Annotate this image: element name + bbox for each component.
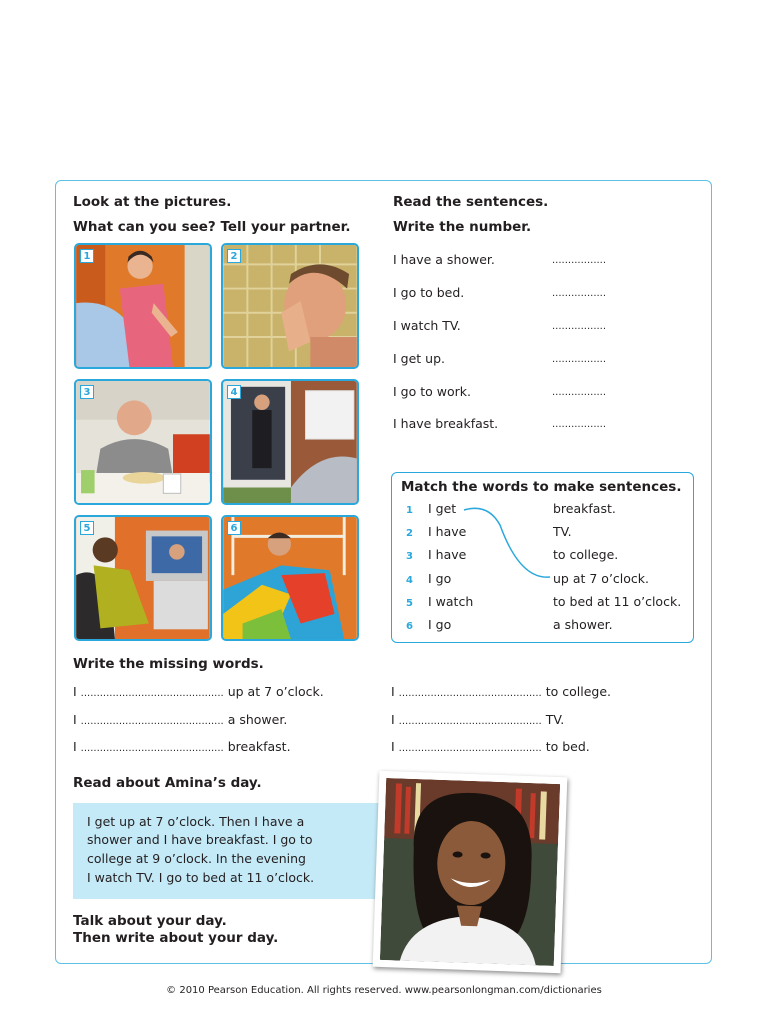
missing-left-1-blank[interactable]: ............................................. bbox=[80, 688, 224, 699]
match-right-4: up at 7 o’clock. bbox=[553, 571, 649, 586]
woman-watching-tv-photo bbox=[76, 517, 210, 639]
match-left-3: I have bbox=[428, 547, 467, 562]
match-example-line bbox=[460, 505, 555, 585]
answer-blank-2[interactable]: ................. bbox=[552, 288, 607, 299]
missing-left-2 bbox=[73, 712, 287, 727]
missing-left-1-start: I bbox=[73, 684, 77, 699]
answer-blank-4[interactable]: ................. bbox=[552, 354, 607, 365]
missing-left-2-start: I bbox=[73, 712, 77, 727]
match-title: Match the words to make sentences. bbox=[401, 479, 682, 495]
man-washing-face-photo bbox=[223, 245, 357, 367]
answer-blank-1[interactable]: ................. bbox=[552, 255, 607, 266]
missing-right-2-start: I bbox=[391, 712, 395, 727]
answer-blank-6[interactable]: ................. bbox=[552, 419, 607, 430]
missing-left-3-blank[interactable]: ............................................. bbox=[80, 743, 224, 754]
sentence-5: I go to work. bbox=[393, 384, 471, 399]
missing-right-3 bbox=[391, 739, 590, 754]
missing-right-3-end: to bed. bbox=[545, 739, 590, 754]
photo-4 bbox=[221, 379, 359, 505]
photo-number-6: 6 bbox=[227, 521, 241, 535]
missing-left-1 bbox=[73, 684, 324, 699]
match-num-3: 3 bbox=[406, 551, 413, 562]
photo-number-1: 1 bbox=[80, 249, 94, 263]
photo-number-2: 2 bbox=[227, 249, 241, 263]
missing-right-3-start: I bbox=[391, 739, 395, 754]
photo-3 bbox=[74, 379, 212, 505]
match-right-3: to college. bbox=[553, 547, 619, 562]
match-left-4: I go bbox=[428, 571, 452, 586]
copyright-footer: © 2010 Pearson Education. All rights reserved. www.pearsonlongman.com/dictionaries bbox=[166, 985, 602, 996]
match-num-1: 1 bbox=[406, 505, 413, 516]
sentence-2: I go to bed. bbox=[393, 285, 465, 300]
sentence-1: I have a shower. bbox=[393, 252, 495, 267]
missing-left-2-end: a shower. bbox=[227, 712, 288, 727]
man-going-to-bed-photo bbox=[223, 517, 357, 639]
match-left-1: I get bbox=[428, 501, 457, 516]
talk-line-1: Talk about your day. bbox=[73, 913, 227, 929]
missing-left-2-blank[interactable]: ............................................. bbox=[80, 716, 224, 727]
photo-number-5: 5 bbox=[80, 521, 94, 535]
sentence-6: I have breakfast. bbox=[393, 416, 499, 431]
smiling-girl-portrait-photo bbox=[380, 778, 560, 966]
left-instruction-2: What can you see? Tell your partner. bbox=[73, 219, 351, 235]
photo-5 bbox=[74, 515, 212, 641]
right-instruction-2: Write the number. bbox=[393, 219, 532, 235]
match-num-2: 2 bbox=[406, 528, 413, 539]
amina-line-1: I get up at 7 o’clock. Then I have a bbox=[87, 814, 305, 829]
match-left-5: I watch bbox=[428, 594, 474, 609]
missing-left-3-end: breakfast. bbox=[227, 739, 291, 754]
amina-line-4: I watch TV. I go to bed at 11 o’clock. bbox=[87, 870, 315, 885]
missing-left-3-start: I bbox=[73, 739, 77, 754]
match-right-2: TV. bbox=[553, 524, 572, 539]
talk-line-2: Then write about your day. bbox=[73, 930, 279, 946]
missing-left-1-end: up at 7 o’clock. bbox=[227, 684, 324, 699]
photo-1 bbox=[74, 243, 212, 369]
match-num-5: 5 bbox=[406, 598, 413, 609]
woman-waking-up-photo bbox=[76, 245, 210, 367]
amina-line-2: shower and I have breakfast. I go to bbox=[87, 832, 313, 847]
missing-right-1-end: to college. bbox=[545, 684, 611, 699]
photo-number-4: 4 bbox=[227, 385, 241, 399]
missing-words-title: Write the missing words. bbox=[73, 656, 264, 672]
missing-right-1 bbox=[391, 684, 611, 699]
man-eating-breakfast-photo bbox=[76, 381, 210, 503]
amina-title: Read about Amina’s day. bbox=[73, 775, 262, 791]
missing-right-2-end: TV. bbox=[545, 712, 565, 727]
match-num-6: 6 bbox=[406, 621, 413, 632]
right-instruction-1: Read the sentences. bbox=[393, 194, 549, 210]
answer-blank-5[interactable]: ................. bbox=[552, 387, 607, 398]
man-leaving-house-photo bbox=[223, 381, 357, 503]
match-right-5: to bed at 11 o’clock. bbox=[553, 594, 682, 609]
missing-right-2-blank[interactable]: ............................................. bbox=[398, 716, 542, 727]
missing-right-3-blank[interactable]: ............................................. bbox=[398, 743, 542, 754]
answer-blank-3[interactable]: ................. bbox=[552, 321, 607, 332]
sentence-4: I get up. bbox=[393, 351, 445, 366]
match-left-6: I go bbox=[428, 617, 452, 632]
missing-right-1-blank[interactable]: ............................................. bbox=[398, 688, 542, 699]
photo-number-3: 3 bbox=[80, 385, 94, 399]
left-instruction-1: Look at the pictures. bbox=[73, 194, 232, 210]
missing-right-2 bbox=[391, 712, 564, 727]
match-right-6: a shower. bbox=[553, 617, 613, 632]
photo-2 bbox=[221, 243, 359, 369]
match-left-2: I have bbox=[428, 524, 467, 539]
match-num-4: 4 bbox=[406, 575, 413, 586]
amina-line-3: college at 9 o’clock. In the evening bbox=[87, 851, 306, 866]
amina-photo bbox=[373, 771, 568, 973]
match-right-1: breakfast. bbox=[553, 501, 616, 516]
missing-right-1-start: I bbox=[391, 684, 395, 699]
photo-6 bbox=[221, 515, 359, 641]
missing-left-3 bbox=[73, 739, 291, 754]
sentence-3: I watch TV. bbox=[393, 318, 461, 333]
